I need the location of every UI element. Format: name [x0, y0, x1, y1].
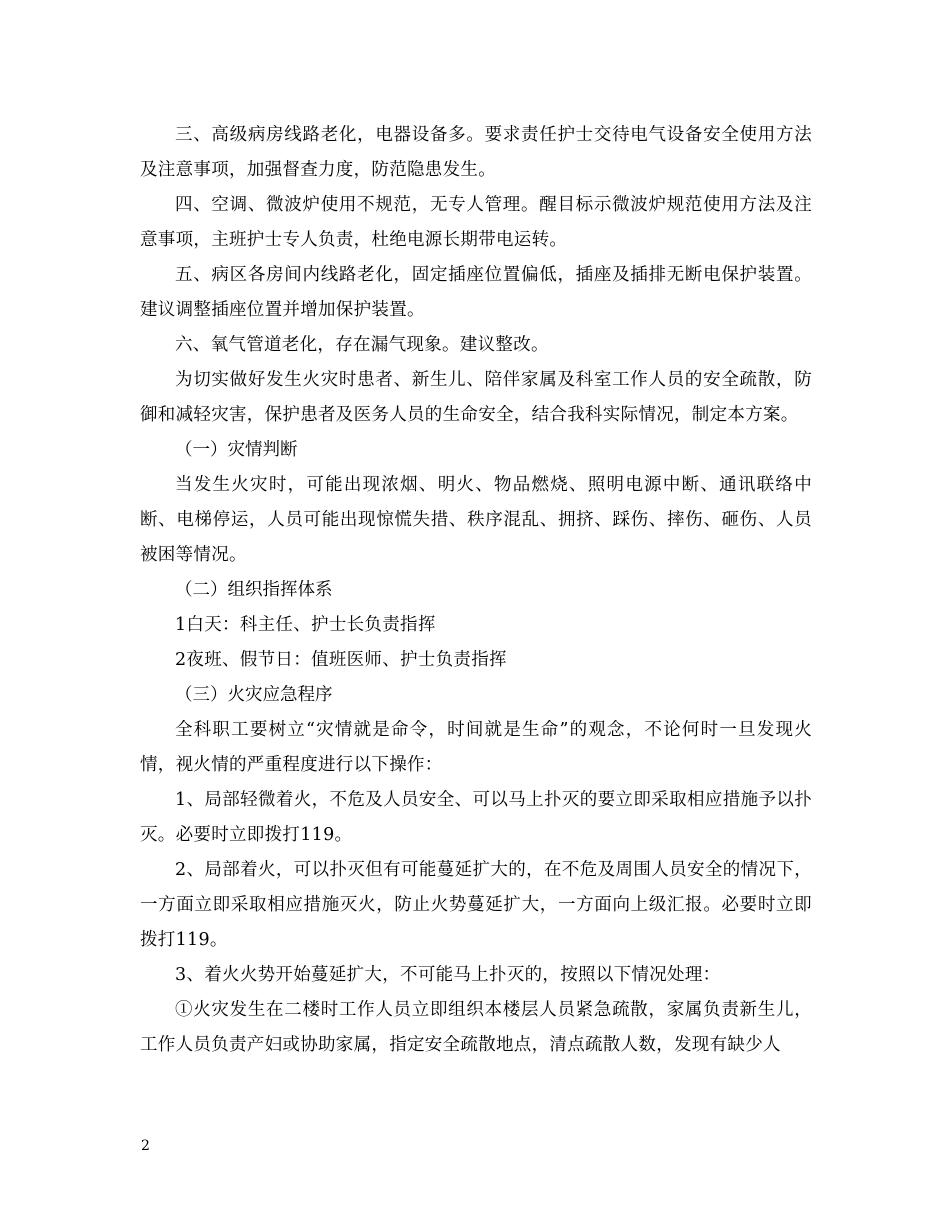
paragraph-procedure-3-1: ①火灾发生在二楼时工作人员立即组织本楼层人员紧急疏散，家属负责新生儿，工作人员负责产妇或协助家属，指定安全疏散地点，清点疏散人数，发现有缺少人	[140, 1000, 812, 1055]
paragraph-item-4: 四、空调、微波炉使用不规范，无专人管理。醒目标示微波炉规范使用方法及注意事项，主班护士专人负责，杜绝电源长期带电运转。	[140, 195, 812, 250]
paragraph-day-command: 1白天：科主任、护士长负责指挥	[175, 615, 436, 635]
paragraph-procedure-1: 1、局部轻微着火，不危及人员安全、可以马上扑灭的要立即采取相应措施予以扑灭。必要时立即拨打119。	[140, 790, 812, 845]
paragraph-item-5: 五、病区各房间内线路老化，固定插座位置偏低，插座及插排无断电保护装置。建议调整插座位置并增加保护装置。	[140, 265, 812, 320]
document-body	[140, 118, 812, 1063]
paragraph-item-6: 六、氧气管道老化，存在漏气现象。建议整改。	[175, 335, 549, 355]
paragraph-procedure-2: 2、局部着火，可以扑灭但有可能蔓延扩大的，在不危及周围人员安全的情况下，一方面立即采取相应措施灭火，防止火势蔓延扩大，一方面向上级汇报。必要时立即拨打119。	[140, 860, 812, 950]
paragraph-night-command: 2夜班、假节日：值班医师、护士负责指挥	[175, 650, 507, 670]
paragraph-procedure-intro: 全科职工要树立“灾情就是命令，时间就是生命”的观念，不论何时一旦发现火情，视火情的严重程度进行以下操作：	[140, 720, 812, 775]
section-heading-emergency-procedure: （三）火灾应急程序	[175, 685, 333, 705]
section-heading-command-system: （二）组织指挥体系	[175, 580, 333, 600]
paragraph-disaster-assessment: 当发生火灾时，可能出现浓烟、明火、物品燃烧、照明电源中断、通讯联络中断、电梯停运，人员可能出现惊慌失措、秩序混乱、拥挤、踩伤、摔伤、砸伤、人员被困等情况。	[140, 475, 812, 565]
section-heading-disaster-assessment: （一）灾情判断	[175, 440, 298, 460]
paragraph-procedure-3: 3、着火火势开始蔓延扩大，不可能马上扑灭的，按照以下情况处理：	[175, 965, 721, 985]
page-number: 2	[141, 1138, 150, 1154]
paragraph-item-3: 三、高级病房线路老化，电器设备多。要求责任护士交待电气设备安全使用方法及注意事项，加强督查力度，防范隐患发生。	[140, 125, 812, 180]
paragraph-purpose: 为切实做好发生火灾时患者、新生儿、陪伴家属及科室工作人员的安全疏散，防御和减轻灾害，保护患者及医务人员的生命安全，结合我科实际情况，制定本方案。	[140, 370, 812, 425]
